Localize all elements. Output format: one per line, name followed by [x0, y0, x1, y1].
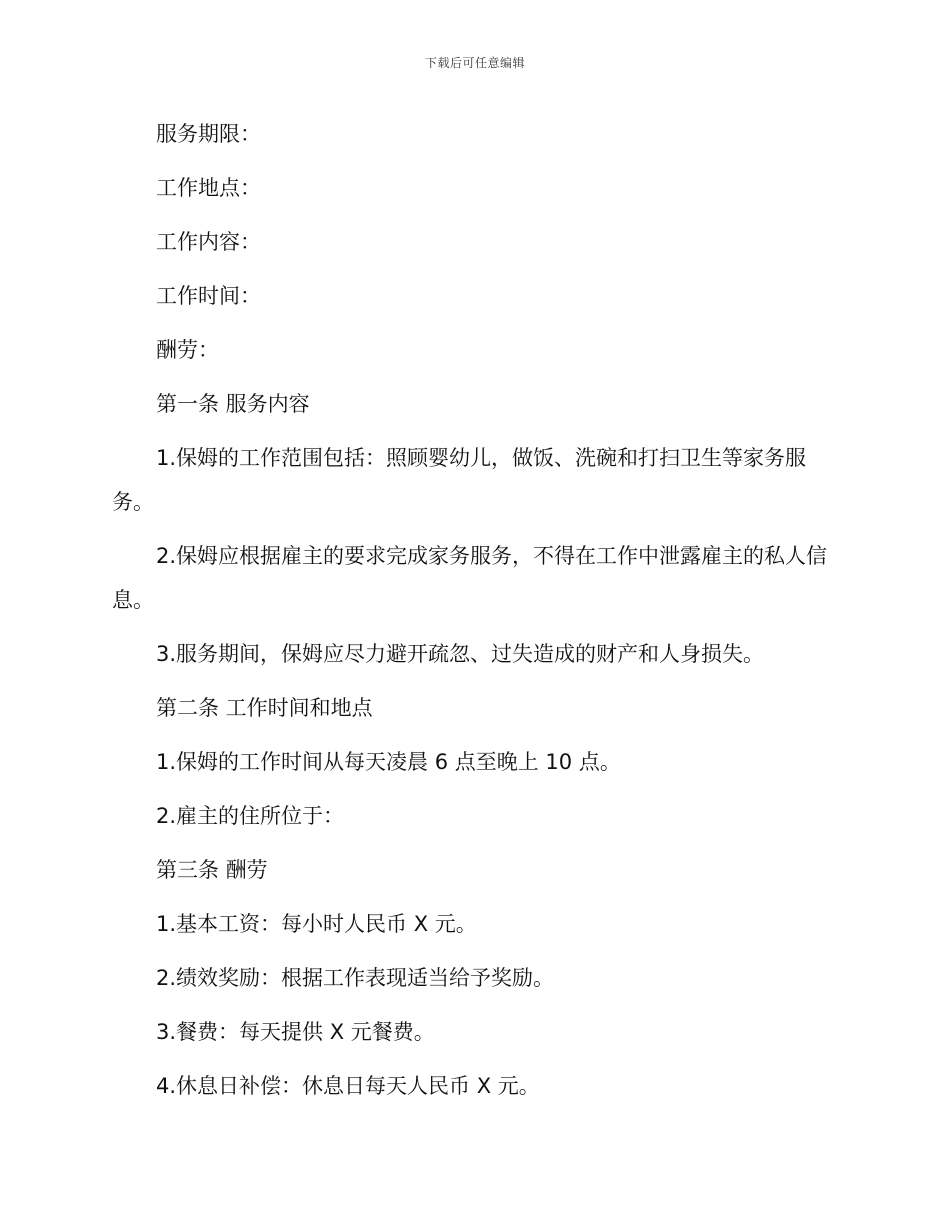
article-3-clause-2: 2.绩效奖励：根据工作表现适当给予奖励。	[156, 966, 555, 990]
article-1-clause-2: 2.保姆应根据雇主的要求完成家务服务，不得在工作中泄露雇主的私人信息。	[112, 544, 828, 612]
article-3-clause-1: 1.基本工资：每小时人民币 X 元。	[156, 912, 477, 936]
article-1-clause-3: 3.服务期间，保姆应尽力避开疏忽、过失造成的财产和人身损失。	[156, 642, 765, 666]
article-2-clause-2: 2.雇主的住所位于：	[156, 804, 345, 828]
page-header: 下载后可任意编辑	[424, 56, 525, 70]
field-work-hours: 工作时间：	[156, 284, 261, 308]
article-3-heading: 第三条 酬劳	[156, 858, 268, 882]
article-1-heading: 第一条 服务内容	[156, 392, 310, 416]
article-3-clause-3: 3.餐费：每天提供 X 元餐费。	[156, 1020, 435, 1044]
field-work-location: 工作地点：	[156, 176, 261, 200]
article-3-clause-4: 4.休息日补偿：休息日每天人民币 X 元。	[156, 1074, 540, 1098]
article-2-clause-1: 1.保姆的工作时间从每天凌晨 6 点至晚上 10 点。	[156, 750, 621, 774]
document-body	[112, 112, 830, 1118]
field-work-content: 工作内容：	[156, 230, 261, 254]
field-remuneration: 酬劳：	[156, 338, 219, 362]
article-2-heading: 第二条 工作时间和地点	[156, 696, 373, 720]
article-1-clause-1: 1.保姆的工作范围包括：照顾婴幼儿，做饭、洗碗和打扫卫生等家务服务。	[112, 446, 807, 514]
field-service-period: 服务期限：	[156, 122, 261, 146]
